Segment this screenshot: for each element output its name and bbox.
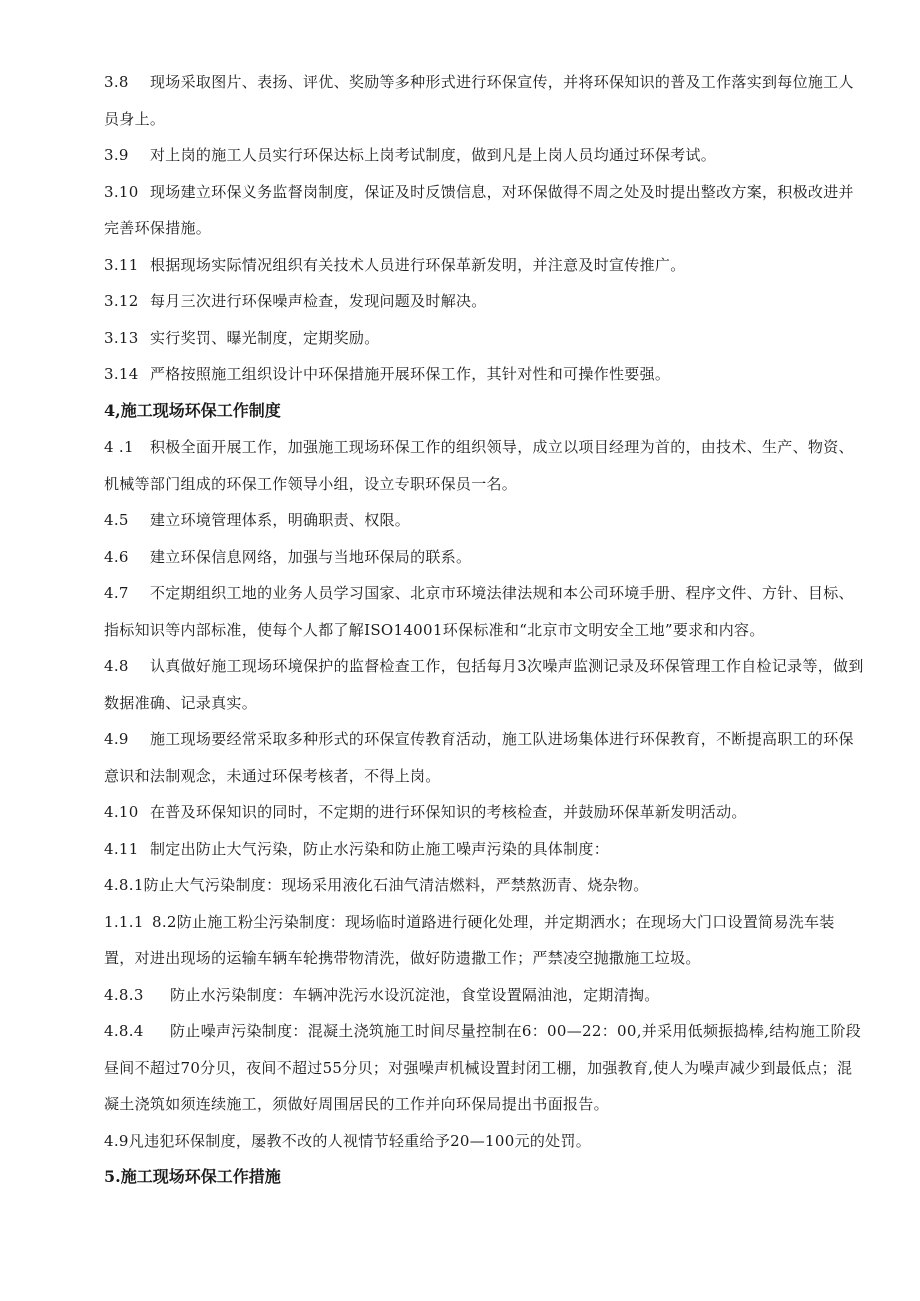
paragraph-4-1 — [104, 429, 864, 502]
clause-number: 4.11 — [104, 839, 139, 858]
paragraph-4-11 — [104, 831, 864, 868]
clause-text: 防止水污染制度：车辆冲洗污水设沉淀池，食堂设置隔油池，定期清掏。 — [170, 985, 660, 1004]
clause-number: 1.1.1 — [104, 912, 144, 931]
document-page — [104, 64, 864, 1196]
paragraph-1-1-1 — [104, 904, 864, 977]
clause-text: 实行奖罚、曝光制度，定期奖励。 — [150, 328, 380, 347]
paragraph-4-9-penalty — [104, 1123, 864, 1160]
clause-text: 严格按照施工组织设计中环保措施开展环保工作，其针对性和可操作性要强。 — [150, 365, 671, 383]
clause-number: 4.5 — [104, 511, 129, 529]
clause-number: 3.12 — [104, 292, 139, 310]
paragraph-3-13 — [104, 320, 864, 357]
clause-number: 4.8.3 — [104, 985, 144, 1004]
clause-text: 根据现场实际情况组织有关技术人员进行环保革新发明，并注意及时宣传推广。 — [150, 255, 686, 274]
paragraph-4-9 — [104, 721, 864, 794]
clause-text: 建立环保信息网络，加强与当地环保局的联系。 — [150, 547, 472, 566]
paragraph-3-8 — [104, 64, 864, 137]
clause-text: 防止噪声污染制度：混凝土浇筑施工时间尽量控制在6：00—22：00,并采用低频振捣棒,结构施工阶段昼间不超过70分贝，夜间不超过55分贝；对强噪声机械设置封闭工棚，加强教育,使人为噪声减少到最低点；混凝土浇筑如须连续施工，须做好周围居民的工作并向环保局提出书面报告。 — [104, 1022, 862, 1113]
clause-text: 每月三次进行环保噪声检查，发现问题及时解决。 — [150, 292, 487, 310]
section-heading-4: 4,施工现场环保工作制度 — [104, 400, 281, 420]
clause-number: 4.7 — [104, 584, 129, 602]
clause-text: 8.2防止施工粉尘污染制度：现场临时道路进行硬化处理，并定期洒水；在现场大门口设置简易洗车装置，对进出现场的运输车辆车轮携带物清洗，做好防遗撒工作；严禁凌空抛撒施工垃圾。 — [104, 912, 835, 967]
paragraph-3-12 — [104, 283, 864, 320]
paragraph-4-8-1 — [104, 867, 864, 904]
clause-number: 4.8.1 — [104, 876, 144, 894]
clause-text: 施工现场要经常采取多种形式的环保宣传教育活动，施工队进场集体进行环保教育，不断提高职工的环保意识和法制观念，未通过环保考核者，不得上岗。 — [104, 730, 854, 785]
clause-text: 凡违犯环保制度，屡教不改的人视情节轻重给予20—100元的处罚。 — [128, 1131, 592, 1150]
clause-number: 4.6 — [104, 547, 129, 566]
clause-text: 认真做好施工现场环境保护的监督检查工作，包括每月3次噪声监测记录及环保管理工作自检记录等，做到数据准确、记录真实。 — [104, 657, 864, 712]
clause-number: 4.10 — [104, 803, 139, 821]
clause-number: 4 .1 — [104, 438, 134, 456]
clause-text: 积极全面开展工作，加强施工现场环保工作的组织领导，成立以项目经理为首的，由技术、生产、物资、机械等部门组成的环保工作领导小组，设立专职环保员一名。 — [104, 438, 854, 493]
clause-number: 4.9 — [104, 1131, 129, 1150]
section-heading-5: 5.施工现场环保工作措施 — [104, 1167, 281, 1186]
clause-text: 现场采取图片、表扬、评优、奖励等多种形式进行环保宣传，并将环保知识的普及工作落实到每位施工人员身上。 — [104, 73, 854, 128]
clause-number: 4.8.4 — [104, 1022, 144, 1040]
paragraph-3-9 — [104, 137, 864, 174]
paragraph-4-8 — [104, 648, 864, 721]
clause-text: 在普及环保知识的同时，不定期的进行环保知识的考核检查，并鼓励环保革新发明活动。 — [150, 803, 747, 821]
clause-number: 4.9 — [104, 730, 129, 748]
clause-number: 3.10 — [104, 182, 139, 201]
paragraph-4-10 — [104, 794, 864, 831]
clause-text: 制定出防止大气污染，防止水污染和防止施工噪声污染的具体制度： — [150, 839, 610, 858]
clause-text: 不定期组织工地的业务人员学习国家、北京市环境法律法规和本公司环境手册、程序文件、方针、目标、指标知识等内部标准，使每个人都了解ISO14001环保标准和“北京市文明安全工地”要求和内容。 — [104, 584, 854, 639]
paragraph-4-7 — [104, 575, 864, 648]
paragraph-4-8-3 — [104, 977, 864, 1014]
clause-number: 3.14 — [104, 365, 139, 383]
clause-number: 3.11 — [104, 255, 139, 274]
clause-number: 3.8 — [104, 73, 129, 91]
clause-number: 4.8 — [104, 657, 129, 675]
paragraph-3-14 — [104, 356, 864, 393]
clause-number: 3.13 — [104, 328, 139, 347]
paragraph-4-6 — [104, 539, 864, 576]
paragraph-3-11 — [104, 247, 864, 284]
paragraph-3-10 — [104, 174, 864, 247]
clause-text: 对上岗的施工人员实行环保达标上岗考试制度，做到凡是上岗人员均通过环保考试。 — [150, 146, 717, 164]
clause-text: 防止大气污染制度：现场采用液化石油气清洁燃料，严禁熬沥青、烧杂物。 — [143, 876, 649, 894]
clause-number: 3.9 — [104, 146, 129, 164]
clause-text: 现场建立环保义务监督岗制度，保证及时反馈信息，对环保做得不周之处及时提出整改方案，积极改进并完善环保措施。 — [104, 182, 854, 237]
clause-text: 建立环境管理体系，明确职责、权限。 — [150, 511, 411, 529]
paragraph-4-5 — [104, 502, 864, 539]
paragraph-4-8-4 — [104, 1013, 864, 1123]
